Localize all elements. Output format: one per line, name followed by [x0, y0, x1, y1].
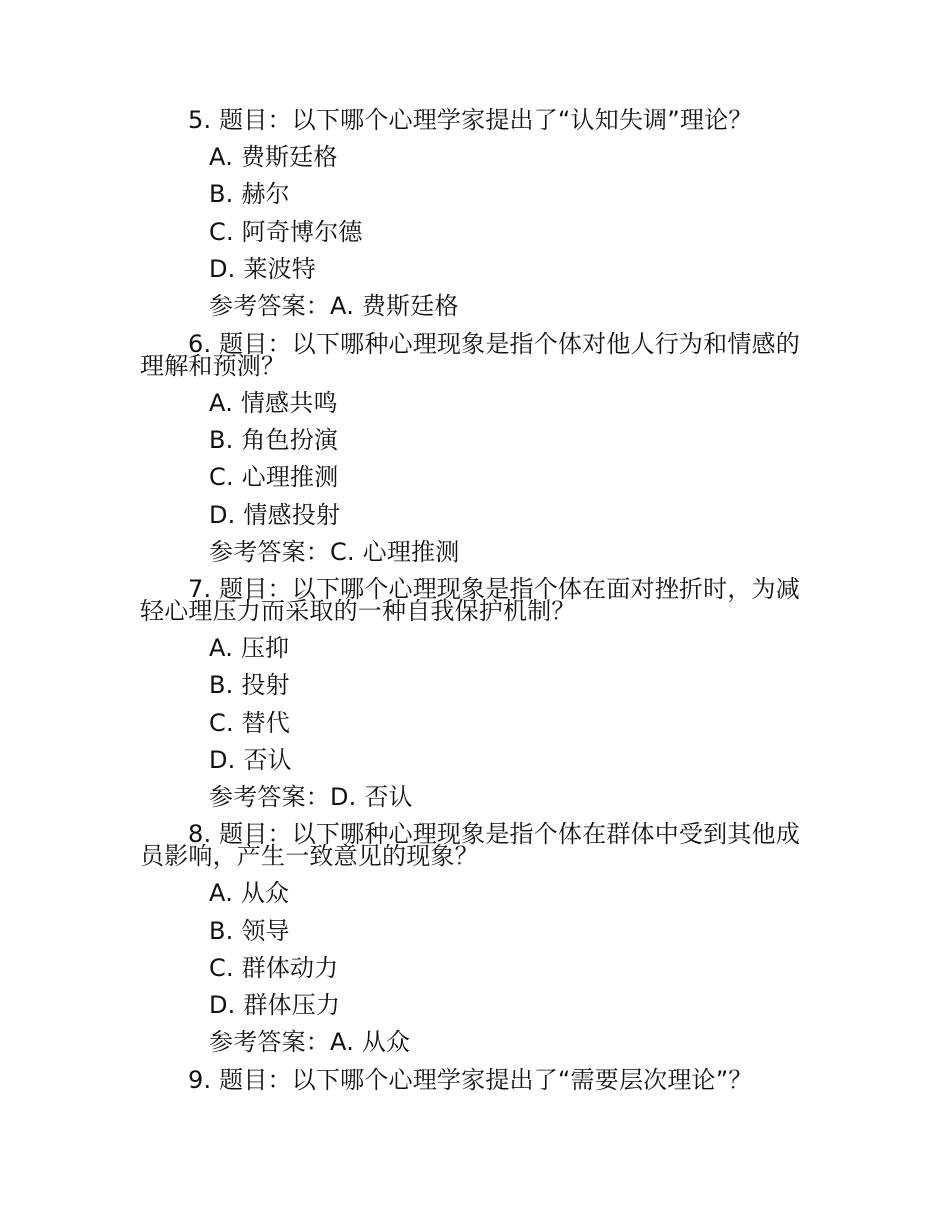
question-6-option-d: D. 情感投射: [209, 501, 341, 529]
question-8-text-cont: 员影响，产生一致意见的现象？: [140, 842, 479, 870]
question-8-option-c: C. 群体动力: [209, 954, 339, 982]
question-5-option-b: B. 赫尔: [209, 180, 290, 208]
question-5-text: 5. 题目：以下哪个心理学家提出了“认知失调”理论？: [188, 106, 753, 134]
question-7-option-d: D. 否认: [209, 746, 292, 774]
question-5-answer: 参考答案：A. 费斯廷格: [209, 292, 459, 320]
question-7-option-a: A. 压抑: [209, 634, 290, 662]
question-8-text: 8. 题目：以下哪种心理现象是指个体在群体中受到其他成: [188, 820, 800, 848]
question-5-option-a: A. 费斯廷格: [209, 143, 338, 171]
question-8-answer: 参考答案：A. 从众: [209, 1028, 411, 1056]
question-7-text: 7. 题目：以下哪个心理现象是指个体在面对挫折时，为减: [188, 575, 800, 603]
question-7-answer: 参考答案：D. 否认: [209, 783, 413, 811]
question-6-option-b: B. 角色扮演: [209, 426, 339, 454]
question-8-option-a: A. 从众: [209, 879, 290, 907]
question-7-option-c: C. 替代: [209, 709, 291, 737]
question-6-option-c: C. 心理推测: [209, 463, 339, 491]
question-6-text-cont: 理解和预测？: [140, 352, 286, 380]
question-5-option-d: D. 莱波特: [209, 255, 316, 283]
question-7-option-b: B. 投射: [209, 671, 290, 699]
question-7-text-cont: 轻心理压力而采取的一种自我保护机制？: [140, 597, 576, 625]
question-6-text: 6. 题目：以下哪种心理现象是指个体对他人行为和情感的: [188, 330, 800, 358]
question-8-option-d: D. 群体压力: [209, 991, 341, 1019]
question-9-text: 9. 题目：以下哪个心理学家提出了“需要层次理论”？: [188, 1066, 753, 1094]
question-6-option-a: A. 情感共鸣: [209, 389, 338, 417]
question-5-option-c: C. 阿奇博尔德: [209, 218, 363, 246]
question-8-option-b: B. 领导: [209, 917, 290, 945]
question-6-answer: 参考答案：C. 心理推测: [209, 538, 460, 566]
